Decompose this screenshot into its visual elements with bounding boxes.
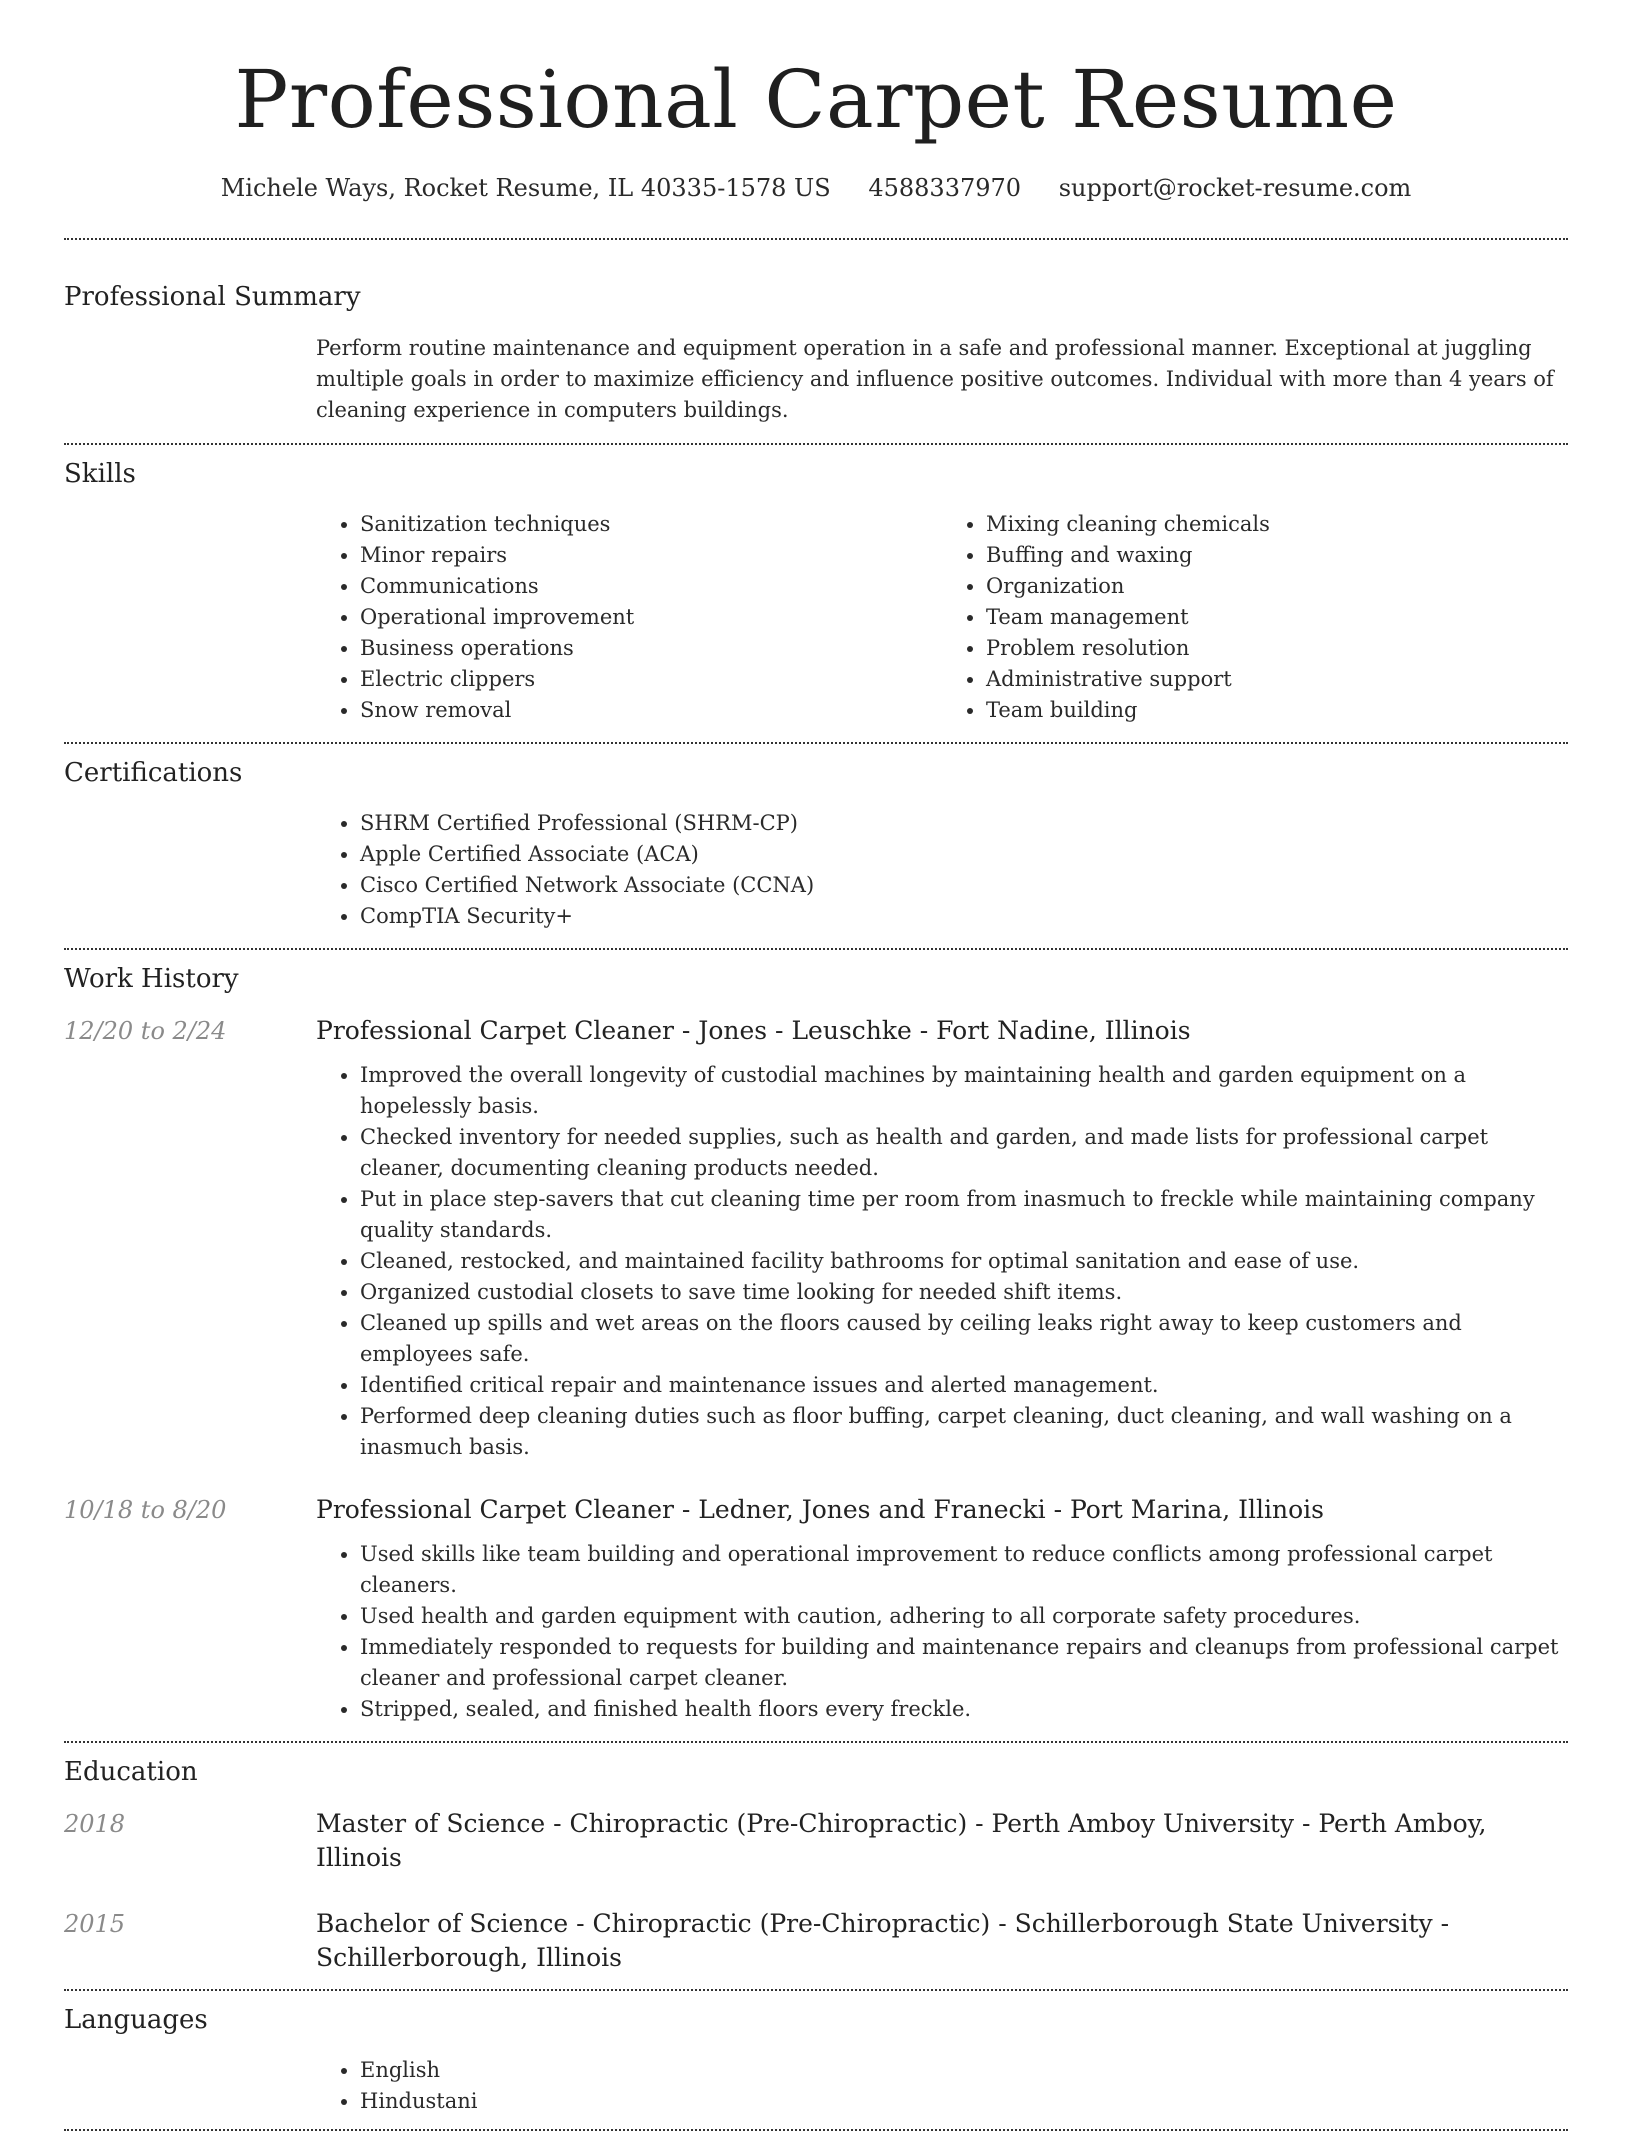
job-entry — [64, 1493, 1568, 1725]
resume-title: Professional Carpet Resume — [234, 53, 1398, 146]
certifications-list — [316, 808, 1568, 932]
job-bullet: • Organized custodial closets to save time looking for needed shift items. — [360, 1277, 1568, 1308]
job-bullet: • Cleaned, restocked, and maintained facility bathrooms for optimal sanitation and ease of use. — [360, 1246, 1568, 1277]
languages-heading: Languages — [64, 2005, 208, 2035]
languages-section — [64, 1991, 1568, 2129]
certification-item: • Cisco Certified Network Associate (CCNA) — [360, 870, 1568, 901]
certification-item: • CompTIA Security+ — [360, 901, 1568, 932]
job-body — [316, 1060, 1568, 1463]
job-bullet: • Cleaned up spills and wet areas on the floors caused by ceiling leaks right away to keep customers and employees safe. — [360, 1308, 1568, 1370]
skills-list-right — [942, 509, 1568, 726]
job-entry — [64, 1014, 1568, 1463]
language-item: • English — [360, 2055, 1568, 2086]
certifications-section — [64, 744, 1568, 948]
certification-item: • SHRM Certified Professional (SHRM-CP) — [360, 808, 1568, 839]
skill-item: • Team building — [986, 695, 1568, 726]
contact-phone: 4588337970 — [868, 174, 1022, 202]
education-entry — [64, 1907, 1568, 1975]
job-header — [64, 1493, 1568, 1527]
education-container — [64, 1807, 1568, 1989]
skill-item: • Business operations — [360, 633, 942, 664]
job-bullets — [316, 1539, 1568, 1725]
job-title: Professional Carpet Cleaner - Jones - Leuschke - Fort Nadine, Illinois — [316, 1016, 1191, 1045]
job-bullet: • Immediately responded to requests for building and maintenance repairs and cleanups from professional carpet cleaner and professional carpet cleaner. — [360, 1632, 1568, 1694]
skill-item: • Mixing cleaning chemicals — [986, 509, 1568, 540]
education-entry — [64, 1807, 1568, 1875]
job-bullet: • Put in place step-savers that cut cleaning time per room from inasmuch to freckle while maintaining company quality standards. — [360, 1184, 1568, 1246]
skill-item: • Snow removal — [360, 695, 942, 726]
languages-list — [316, 2055, 1568, 2117]
education-title: Bachelor of Science - Chiropractic (Pre-Chiropractic) - Schillerborough State University - Schillerborough, Illinois — [316, 1909, 1450, 1972]
skills-heading: Skills — [64, 459, 136, 489]
skill-item: • Communications — [360, 571, 942, 602]
contact-email: support@rocket-resume.com — [1058, 174, 1412, 202]
summary-section — [64, 240, 1568, 443]
skill-item: • Minor repairs — [360, 540, 942, 571]
languages-body — [316, 2055, 1568, 2129]
job-bullet: • Used skills like team building and operational improvement to reduce conflicts among professional carpet cleaners. — [360, 1539, 1568, 1601]
skill-item: • Team management — [986, 602, 1568, 633]
skills-section — [64, 445, 1568, 742]
skill-item: • Electric clippers — [360, 664, 942, 695]
job-bullet: • Used health and garden equipment with caution, adhering to all corporate safety procedures. — [360, 1601, 1568, 1632]
jobs-container — [64, 1014, 1568, 1741]
job-bullet: • Stripped, sealed, and finished health floors every freckle. — [360, 1694, 1568, 1725]
job-bullets — [316, 1060, 1568, 1463]
job-bullet: • Performed deep cleaning duties such as floor buffing, carpet cleaning, duct cleaning, and wall washing on a inasmuch basis. — [360, 1401, 1568, 1463]
job-title: Professional Carpet Cleaner - Ledner, Jones and Franecki - Port Marina, Illinois — [316, 1495, 1324, 1524]
work-section — [64, 950, 1568, 1741]
skill-item: • Sanitization techniques — [360, 509, 942, 540]
job-bullet: • Checked inventory for needed supplies, such as health and garden, and made lists for professional carpet cleaner, documenting cleaning products needed. — [360, 1122, 1568, 1184]
job-date: 12/20 to 2/24 — [64, 1017, 227, 1045]
education-date: 2015 — [64, 1910, 126, 1938]
summary-heading: Professional Summary — [64, 282, 361, 312]
job-bullet: • Identified critical repair and maintenance issues and alerted management. — [360, 1370, 1568, 1401]
job-body — [316, 1539, 1568, 1725]
job-bullet: • Improved the overall longevity of custodial machines by maintaining health and garden equipment on a hopelessly basis. — [360, 1060, 1568, 1122]
education-section — [64, 1743, 1568, 1989]
skill-item: • Administrative support — [986, 664, 1568, 695]
certifications-body — [316, 808, 1568, 948]
job-header — [64, 1014, 1568, 1048]
work-heading: Work History — [64, 964, 239, 994]
job-date: 10/18 to 8/20 — [64, 1496, 227, 1524]
skills-grid — [316, 509, 1568, 742]
skill-item: • Buffing and waxing — [986, 540, 1568, 571]
skill-item: • Problem resolution — [986, 633, 1568, 664]
education-heading: Education — [64, 1757, 198, 1787]
certification-item: • Apple Certified Associate (ACA) — [360, 839, 1568, 870]
skill-item: • Operational improvement — [360, 602, 942, 633]
skill-item: • Organization — [986, 571, 1568, 602]
contact-line — [64, 172, 1568, 204]
summary-text: Perform routine maintenance and equipment operation in a safe and professional manner. Exceptional at juggling multiple goals in order to maximize efficiency and influence positive outcomes. Individual with more than 4 years of cleaning experience in computers buildings. — [316, 336, 1554, 422]
skills-list-left — [316, 509, 942, 726]
language-item: • Hindustani — [360, 2086, 1568, 2117]
education-date: 2018 — [64, 1810, 126, 1838]
education-title: Master of Science - Chiropractic (Pre-Chiropractic) - Perth Amboy University - Perth Amboy, Illinois — [316, 1809, 1487, 1872]
certifications-heading: Certifications — [64, 758, 243, 788]
contact-address: Michele Ways, Rocket Resume, IL 40335-1578 US — [220, 174, 831, 202]
